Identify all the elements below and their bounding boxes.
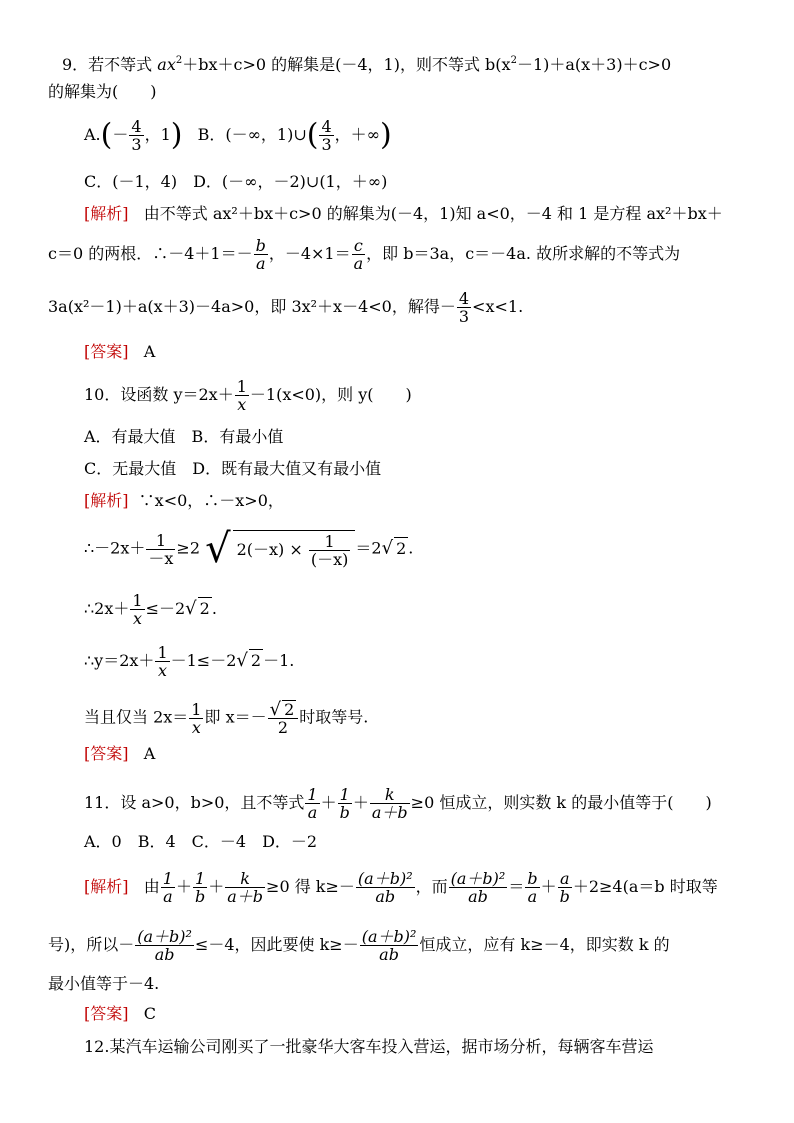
q9-options-cd: C．(－1，4) D．(－∞，－2)∪(1，＋∞) xyxy=(84,172,388,191)
q10-analysis-line4: ∴y＝2x＋ $\frac{1}{x}$ －1≤－2√ 2 －1. xyxy=(84,643,295,680)
q9-stem-line1: 9．若不等式 $ax^2+bx+c>0$ 的解集是(－4，1)，则不等式 $b(x^2-1)+a(x+3)+c>0$ xyxy=(62,55,672,74)
q10-analysis-line5: 当且仅当 2x＝ $\frac{1}{x}$ 即 x＝－ $\frac{√ 2}{2}$ 时取等号. xyxy=(84,699,369,737)
q11-analysis-line3: 最小值等于－4. xyxy=(48,974,160,993)
answer-tag: [答案] xyxy=(84,1004,129,1023)
q9-analysis-line3: 3a(x²－1)＋a(x＋3)－4a>0，即 3x²＋x－4<0，解得－ $\frac{4}{3}$ <x<1. xyxy=(48,289,524,326)
q10-options-ab: A．有最大值 B．有最小值 xyxy=(84,427,284,446)
q11-options: A．0 B．4 C．－4 D．－2 xyxy=(84,832,318,851)
q11-analysis-line1: [解析] 由 $\frac{1}{a}$ ＋ $\frac{1}{b}$ ＋ $\frac{k}{a+b}$ ≥0 得 k≥－ $\frac{\text{(a＋b)²}}{ab}$ ，而 $\frac{\text{(a＋b)²}}{ab}$ ＝ $\frac{b}{a}$ ＋ $\frac{a}{b}$ ＋2≥4(a＝b 时取等 xyxy=(84,869,718,906)
q10-answer: [答案] A xyxy=(84,744,156,763)
answer-tag: [答案] xyxy=(84,744,129,763)
q11-answer: [答案] C xyxy=(84,1004,157,1023)
q10-options-cd: C．无最大值 D．既有最大值又有最小值 xyxy=(84,459,382,478)
q9-options-ab: A.(－ $\frac{4}{3}$ ，1) B．(－∞，1)∪( $\frac{4}{3}$ ，＋∞) xyxy=(84,117,392,154)
analysis-tag: [解析] xyxy=(84,877,129,896)
q11-analysis-line2: 号)，所以－ $\frac{\text{(a＋b)²}}{ab}$ ≤－4，因此要使 k≥－ $\frac{\text{(a＋b)²}}{ab}$ 恒成立，应有 k≥－4，即实数 k 的 xyxy=(48,927,670,964)
q10-analysis-line3: ∴2x＋ $\frac{1}{x}$ ≤－2√ 2 . xyxy=(84,591,217,628)
q9-analysis-line1: [解析] 由不等式 ax²＋bx＋c>0 的解集为(－4，1)知 a<0，－4 和 1 是方程 ax²＋bx＋ xyxy=(84,204,723,223)
analysis-tag: [解析] xyxy=(84,491,129,510)
q10-analysis-line2: ∴－2x＋ $\frac{1}{-x}$ ≥2 √ 2(－x) × $\frac{1}{(-x)}$ ＝2√ 2 . xyxy=(84,526,414,572)
q12-stem-line1: 12.某汽车运输公司刚买了一批豪华大客车投入营运，据市场分析，每辆客车营运 xyxy=(84,1037,654,1056)
q10-stem: 10．设函数 y＝2x＋ $\frac{1}{x}$ －1(x<0)，则 y( ) xyxy=(84,377,412,414)
q9-answer: [答案] A xyxy=(84,342,156,361)
q9-stem-line2: 的解集为( ) xyxy=(48,82,157,101)
q11-stem: 11．设 a>0，b>0，且不等式 $\frac{1}{a}$ ＋ $\frac{1}{b}$ ＋ $\frac{k}{a+b}$ ≥0 恒成立，则实数 k 的最小值等于( ) xyxy=(84,785,712,822)
analysis-tag: [解析] xyxy=(84,204,129,223)
q10-analysis-line1: [解析] ∵x<0，∴－x>0， xyxy=(84,491,284,510)
q9-analysis-line2: c＝0 的两根．∴－4＋1＝－ $\frac{b}{a}$ ，－4×1＝ $\frac{c}{a}$ ，即 b＝3a，c＝－4a. 故所求解的不等式为 xyxy=(48,236,681,273)
answer-tag: [答案] xyxy=(84,342,129,361)
